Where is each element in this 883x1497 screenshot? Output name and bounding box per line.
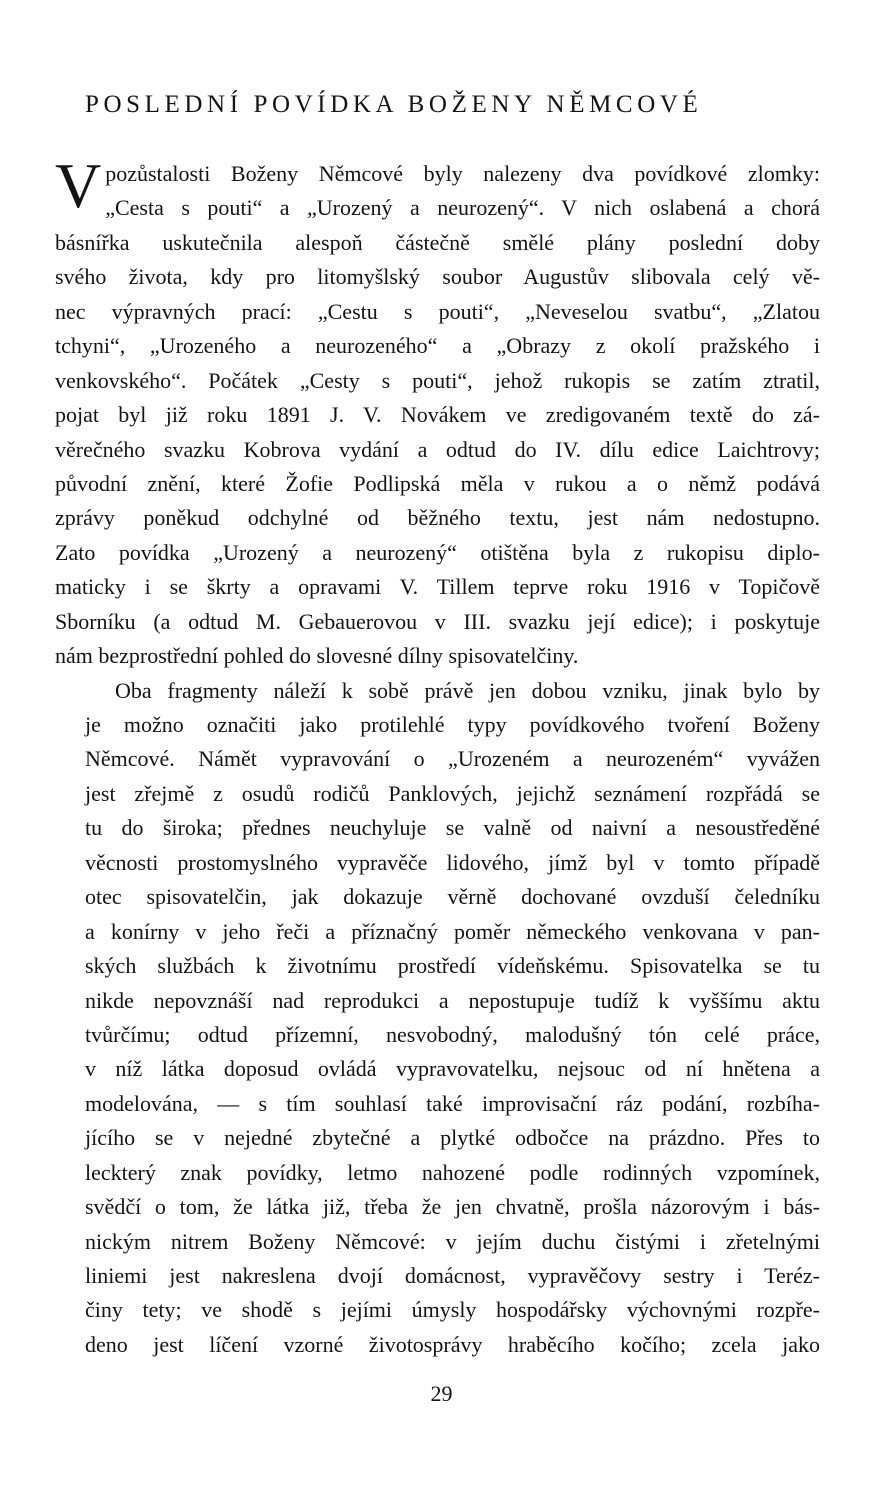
text-line: otec spisovatelčin, jak dokazuje věrně dochované ovzduší čeledníku [85, 884, 820, 910]
text-line: modelována, — s tím souhlasí také improvisační ráz podání, rozbíha- [85, 1090, 820, 1116]
text-line: tvůrčímu; odtud přízemní, nesvobodný, malodušný tón celé práce, [85, 1021, 820, 1047]
text-line: deno jest líčení vzorné životosprávy hraběcího kočího; zcela jako [85, 1331, 820, 1357]
page-number: 29 [430, 1381, 453, 1406]
text-line: pozůstalosti Boženy Němcové byly nalezeny dva povídkové zlomky: [105, 161, 820, 186]
chapter-title: POSLEDNÍ POVÍDKA BOŽENY NĚMCOVÉ [85, 91, 703, 118]
text-line: Zato povídka „Urozený a neurozený“ otištěna byla z rukopisu diplo- [55, 539, 820, 565]
text-line: tchyni“, „Urozeného a neurozeného“ a „Obrazy z okolí pražského i [55, 333, 820, 359]
text-line: zprávy poněkud odchylné od běžného textu, jest nám nedostupno. [55, 505, 820, 531]
text-line: jícího se v nejedné zbytečné a plytké odbočce na prázdno. Přes to [85, 1125, 820, 1151]
text-line: Oba fragmenty náleží k sobě právě jen dobou vzniku, jinak bylo by [115, 677, 820, 703]
text-line: nikde nepovznáší nad reprodukci a nepostupuje tudíž k vyššímu aktu [85, 987, 820, 1013]
text-line: věcnosti prostomyslného vypravěče lidového, jímž byl v tomto případě [85, 849, 820, 875]
text-line: leckterý znak povídky, letmo nahozené podle rodinných vzpomínek, [85, 1159, 820, 1185]
body-text [55, 150, 820, 1362]
text-line: původní znění, které Žofie Podlipská měla v rukou a o němž podává [55, 470, 820, 496]
text-line: maticky i se škrty a opravami V. Tillem teprve roku 1916 v Topičově [55, 574, 820, 600]
text-line: ských službách k životnímu prostředí vídeňskému. Spisovatelka se tu [85, 953, 820, 979]
text-line: venkovského“. Počátek „Cesty s pouti“, jehož rukopis se zatím ztratil, [55, 367, 820, 393]
text-line: věrečného svazku Kobrova vydání a odtud do IV. dílu edice Laichtrovy; [55, 436, 820, 462]
paragraph-2 [55, 674, 820, 1363]
text-line: nám bezprostřední pohled do slovesné dílny spisovatelčiny. [55, 643, 579, 669]
text-line: Sborníku (a odtud M. Gebauerovou v III. svazku její edice); i poskytuje [55, 608, 820, 634]
text-line: tu do široka; přednes neuchyluje se valně od naivní a nesoustředěné [85, 815, 820, 841]
text-line: svého života, kdy pro litomyšlský soubor Augustův slibovala celý vě- [55, 264, 820, 290]
text-line: činy tety; ve shodě s jejími úmysly hospodářsky výchovnými rozpře- [85, 1297, 820, 1323]
text-line: v níž látka doposud ovládá vypravovatelku, nejsouc od ní hnětena a [85, 1056, 820, 1082]
text-line: básnířka uskutečnila alespoň částečně smělé plány poslední doby [55, 229, 820, 255]
text-line: jest zřejmě z osudů rodičů Panklových, jejichž seznámení rozpřádá se [85, 780, 820, 806]
text-line: nickým nitrem Boženy Němcové: v jejím duchu čistými i zřetelnými [85, 1228, 820, 1254]
text-line: „Cesta s pouti“ a „Urozený a neurozený“. V nich oslabená a chorá [105, 195, 820, 221]
text-line: Němcové. Námět vypravování o „Urozeném a neurozeném“ vyvážen [85, 746, 820, 772]
text-line: je možno označiti jako protilehlé typy povídkového tvoření Boženy [85, 712, 820, 737]
text-line: liniemi jest nakreslena dvojí domácnost, vypravěčovy sestry i Teréz- [85, 1263, 820, 1288]
text-line: a konírny v jeho řeči a příznačný poměr německého venkovana v pan- [85, 918, 820, 944]
text-line: nec výpravných prací: „Cestu s pouti“, „Neveselou svatbu“, „Zlatou [55, 298, 820, 324]
text-line: pojat byl již roku 1891 J. V. Novákem ve zredigovaném textě do zá- [55, 402, 820, 428]
paragraph-1 [55, 150, 820, 674]
drop-cap-initial: V [55, 150, 102, 221]
text-line: svědčí o tom, že látka již, třeba že jen chvatně, prošla názorovým i bás- [85, 1194, 820, 1220]
